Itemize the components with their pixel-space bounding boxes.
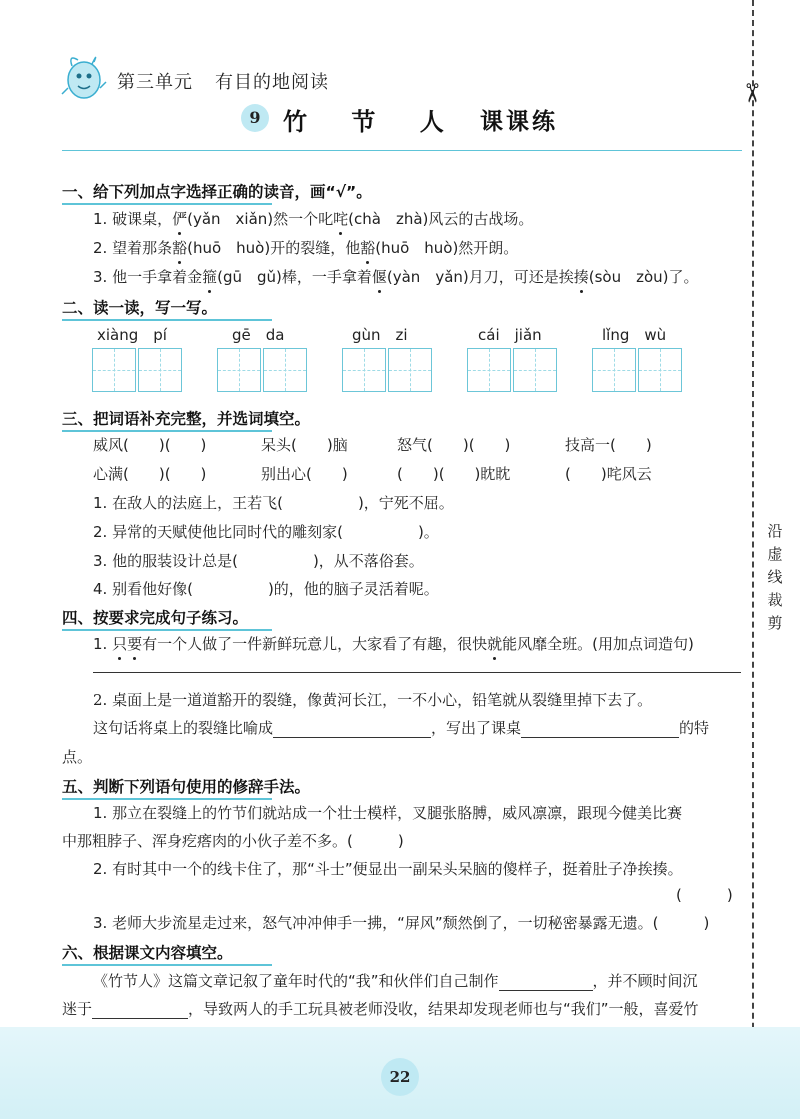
writing-box[interactable] <box>592 348 636 392</box>
pinyin-geda: gē da <box>232 326 285 344</box>
q5-item-1a: 1. 那立在裂缝上的竹节们就站成一个壮士模样，叉腿张胳膊，威风凛凛，跟现今健美比赛 <box>93 804 683 822</box>
blank[interactable] <box>238 552 313 570</box>
idiom-8: ( )咤风云 <box>565 465 652 483</box>
blank[interactable] <box>283 494 358 512</box>
lesson-number: 9 <box>241 104 269 132</box>
q2-title: 二、读一读，写一写。 <box>62 296 217 318</box>
idiom-5: 心满( )( ) <box>93 465 207 483</box>
pinyin-gunzi: gùn zi <box>352 326 408 344</box>
q4-item-2-question: 这句话将桌上的裂缝比喻成 ，写出了课桌 的特 <box>93 719 710 737</box>
writing-box[interactable] <box>513 348 557 392</box>
q3-sentence-3: 3. 他的服装设计总是( )，从不落俗套。 <box>93 552 424 570</box>
idiom-1: 威风( )( ) <box>93 436 207 454</box>
cut-line <box>752 0 754 1119</box>
q3-sentence-1: 1. 在敌人的法庭上，王若飞( )，宁死不屈。 <box>93 494 454 512</box>
q1-item-2: 2. 望着那条豁(huō huò)开的裂缝，他豁(huō huò)然开朗。 <box>93 239 519 257</box>
q3-title: 三、把词语补充完整，并选词填空。 <box>62 407 310 429</box>
unit-title <box>117 68 351 94</box>
page-number: 22 <box>381 1058 419 1096</box>
q3-sentence-2: 2. 异常的天赋使他比同时代的雕刻家( )。 <box>93 523 439 541</box>
q4-item-2: 2. 桌面上是一道道豁开的裂缝，像黄河长江，一不小心，铅笔就从裂缝里掉下去了。 <box>93 691 653 709</box>
q6-line-1: 《竹节人》这篇文章记叙了童年时代的“我”和伙伴们自己制作 ，并不顾时间沉 <box>93 972 698 990</box>
lesson-title: 竹 节 人 <box>283 107 462 136</box>
q1-item-3: 3. 他一手拿着金箍(gū gǔ)棒，一手拿着偃(yàn yǎn)月刀，可还是挨揍(sòu zòu)了。 <box>93 268 699 286</box>
idiom-4: 技高一( ) <box>565 436 652 454</box>
blank[interactable] <box>499 974 593 991</box>
blank[interactable] <box>193 580 268 598</box>
writing-box[interactable] <box>263 348 307 392</box>
mascot-icon <box>58 48 108 104</box>
writing-box[interactable] <box>342 348 386 392</box>
q1-title: 一、给下列加点字选择正确的读音，画“√”。 <box>62 180 372 202</box>
q6-line-2: 迷于 ，导致两人的手工玩具被老师没收，结果却发现老师也与“我们”一般，喜爱竹 <box>62 1000 699 1018</box>
cut-instruction: 沿 虚 线 裁 剪 <box>767 522 783 632</box>
writing-box[interactable] <box>638 348 682 392</box>
pinyin-lingwu: lǐng wù <box>602 326 667 344</box>
q3-sentence-4: 4. 别看他好像( )的，他的脑子灵活着呢。 <box>93 580 439 598</box>
pinyin-xiangpi: xiàng pí <box>97 326 167 344</box>
idiom-3: 怒气( )( ) <box>397 436 511 454</box>
q4-title: 四、按要求完成句子练习。 <box>62 606 248 628</box>
answer-line[interactable] <box>93 672 741 673</box>
blank[interactable] <box>273 721 431 738</box>
q5-title: 五、判断下列语句使用的修辞手法。 <box>62 775 310 797</box>
q4-item-1: 1. 只要有一个人做了一件新鲜玩意儿，大家看了有趣，很快就能风靡全班。(用加点词造句) <box>93 635 694 653</box>
scissors-icon: ✂ <box>735 82 766 104</box>
writing-box[interactable] <box>92 348 136 392</box>
q6-title: 六、根据课文内容填空。 <box>62 941 233 963</box>
q5-item-2a: 2. 有时其中一个的线卡住了，那“斗士”便显出一副呆头呆脑的傻样子，挺着肚子净挨揍。 <box>93 860 683 878</box>
pinyin-caijian: cái jiǎn <box>478 326 542 344</box>
q5-item-3: 3. 老师大步流星走过来，怒气冲冲伸手一拂，“屏风”颓然倒了，一切秘密暴露无遗。( ) <box>93 914 710 932</box>
writing-box[interactable] <box>138 348 182 392</box>
blank[interactable] <box>521 721 679 738</box>
idiom-6: 别出心( ) <box>261 465 348 483</box>
q4-item-2-tail: 点。 <box>62 748 93 766</box>
blank[interactable] <box>343 523 418 541</box>
unit-label: 第三单元 <box>117 72 193 93</box>
idiom-2: 呆头( )脑 <box>261 436 348 454</box>
blank[interactable] <box>92 1002 188 1019</box>
writing-box[interactable] <box>467 348 511 392</box>
writing-box[interactable] <box>217 348 261 392</box>
q5-item-2b[interactable]: ( ) <box>676 886 733 904</box>
idiom-7: ( )( )眈眈 <box>397 465 511 483</box>
q1-item-1: 1. 破课桌，俨(yǎn xiǎn)然一个叱咤(chà zhà)风云的古战场。 <box>93 210 534 228</box>
unit-theme: 有目的地阅读 <box>215 72 329 93</box>
header-divider <box>62 150 742 151</box>
lesson-subtitle: 课课练 <box>480 109 558 135</box>
q5-item-1b: 中那粗脖子、浑身疙瘩肉的小伙子差不多。( ) <box>62 832 404 850</box>
writing-box[interactable] <box>388 348 432 392</box>
